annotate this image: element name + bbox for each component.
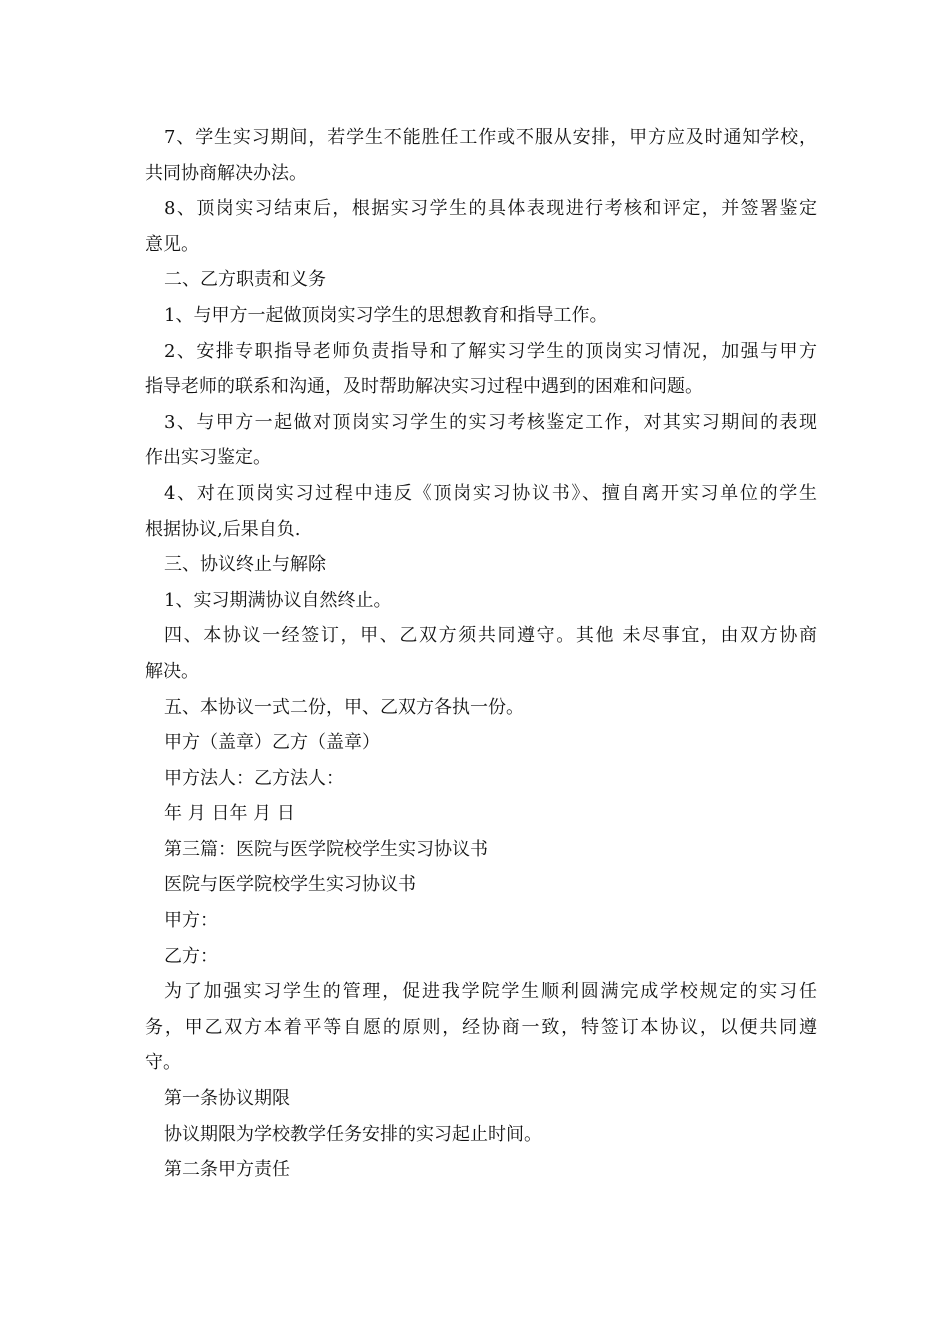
party-b-field: 乙方： bbox=[164, 945, 218, 967]
seal-line: 甲方（盖章）乙方（盖章） bbox=[164, 732, 380, 754]
agreement-title: 医院与医学院校学生实习协议书 bbox=[164, 874, 416, 896]
clause-8-line-1: 8、顶岗实习结束后，根据实习学生的具体表现进行考核和评定，并签署鉴定 bbox=[164, 198, 817, 220]
party-b-clause-3-line-2: 作出实习鉴定。 bbox=[145, 447, 271, 469]
party-b-clause-4-line-2: 根据协议,后果自负. bbox=[145, 518, 301, 540]
date-line: 年 月 日年 月 日 bbox=[164, 803, 295, 825]
article-two-heading: 第二条甲方责任 bbox=[164, 1159, 290, 1181]
party-b-clause-3-line-1: 3、与甲方一起做对顶岗实习学生的实习考核鉴定工作，对其实习期间的表现 bbox=[164, 411, 817, 433]
termination-clause-1: 1、实习期满协议自然终止。 bbox=[164, 589, 392, 611]
preamble-line-3: 守。 bbox=[145, 1052, 181, 1074]
section-heading-termination: 三、协议终止与解除 bbox=[164, 554, 326, 576]
preamble-line-2: 务，甲乙双方本着平等自愿的原则，经协商一致，特签订本协议，以便共同遵 bbox=[145, 1016, 817, 1038]
document-body bbox=[145, 120, 817, 1188]
legal-person-line: 甲方法人：乙方法人： bbox=[164, 767, 344, 789]
clause-7-line-1: 7、学生实习期间，若学生不能胜任工作或不服从安排，甲方应及时通知学校， bbox=[164, 127, 817, 148]
chapter-three-title: 第三篇：医院与医学院校学生实习协议书 bbox=[164, 838, 488, 860]
section-five: 五、本协议一式二份，甲、乙双方各执一份。 bbox=[164, 696, 524, 718]
party-b-clause-2-line-2: 指导老师的联系和沟通，及时帮助解决实习过程中遇到的困难和问题。 bbox=[145, 376, 703, 398]
party-b-clause-2-line-1: 2、安排专职指导老师负责指导和了解实习学生的顶岗实习情况，加强与甲方 bbox=[164, 340, 817, 362]
party-b-clause-4-line-1: 4、对在顶岗实习过程中违反《顶岗实习协议书》、擅自离开实习单位的学生 bbox=[164, 482, 817, 504]
party-b-clause-1: 1、与甲方一起做顶岗实习学生的思想教育和指导工作。 bbox=[164, 304, 608, 326]
clause-8-line-2: 意见。 bbox=[145, 233, 199, 255]
article-one-text: 协议期限为学校教学任务安排的实习起止时间。 bbox=[164, 1123, 542, 1145]
section-heading-party-b-duties: 二、乙方职责和义务 bbox=[164, 269, 326, 291]
party-a-field: 甲方： bbox=[164, 910, 218, 932]
clause-7-line-2: 共同协商解决办法。 bbox=[145, 162, 307, 184]
preamble-line-1: 为了加强实习学生的管理，促进我学院学生顺利圆满完成学校规定的实习任 bbox=[164, 981, 817, 1003]
section-four-line-1: 四、本协议一经签订，甲、乙双方须共同遵守。其他 未尽事宜，由双方协商 bbox=[164, 625, 817, 647]
article-one-heading: 第一条协议期限 bbox=[164, 1088, 290, 1110]
section-four-line-2: 解决。 bbox=[145, 660, 199, 682]
